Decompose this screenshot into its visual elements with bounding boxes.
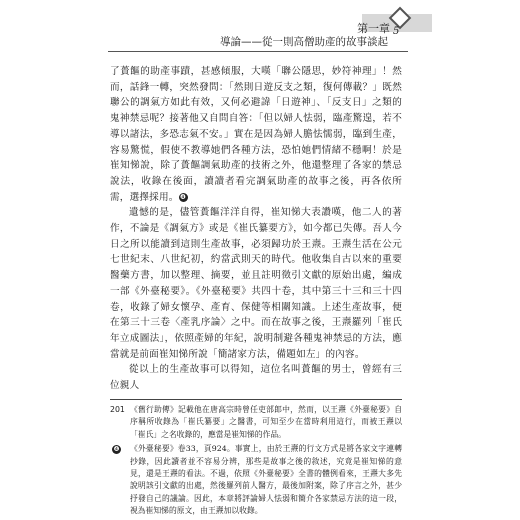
footnote (110, 443, 402, 517)
paragraph-1 (110, 64, 402, 205)
chapter-label: 第一章 (357, 22, 390, 35)
footnotes (110, 404, 402, 520)
footnote-rule (110, 399, 402, 400)
footnote-marker: 201 (110, 405, 125, 414)
page-number: 5 (393, 26, 400, 37)
running-title: 導論——從一則高僧助產的故事談起 (220, 36, 388, 48)
page-header (0, 0, 520, 58)
footnote (110, 404, 402, 441)
paragraph-3: 從以上的生產故事可以得知，這位名叫蕢饇的男士，曾經有三位親人 (110, 364, 402, 392)
main-text (110, 64, 402, 394)
footnote-marker: ❹ (113, 445, 120, 454)
paragraph-2: 遺憾的是，儘管蕢饇洋洋自得，崔知悌大表讚嘆，他二人的著作，不論是《調氣方》或是《崔氏纂要方》，如今都已失傳。吾人今日之所以能讀到這則生產故事，必須歸功於王燾。王燾生活在公元七世紀末、八世紀初，約當武則天的時代。他收集自古以來的重要醫藥方書，加以整理、摘要，並且註明徵引文獻的原始出處，編成一部《外臺秘要》。《外臺秘要》共四十卷，其中第三十三和三十四卷，收錄了婦女懷孕、產育、保健等相關知識。上述生產故事，便在第三十三卷〈產乳序論〉之中。而在故事之後，王燾羅列「崔氏年立成圖法」，依照產婦的年紀，說明制避各種鬼神禁忌的方法，應當就是前面崔知悌所說「簡諸家方法，備題如左」的內容。 (110, 207, 402, 360)
paragraph-1-text: 了蕢饇的助產事蹟，甚感傾服，大嘆「聯公隱思，妙符神理」！然而，話鋒一轉，突然發問：「然則日遊反支之類，復何傳載？」既然聯公的調氣方如此有效，又何必避諱「日遊神」、「反支日」之類的鬼神禁忌呢？接著他又自問自答：「但以婦人怯弱，臨產驚遑，若不導以諸法，多恐志氣不安。」實在是因為婦人膽怯懦弱，臨到生產，容易驚慌，假使不教導她們各種方法，恐怕她們情緒不穩啊！於是崔知悌說，除了蕢饇調氣助產的技術之外，他還整理了各家的禁忌說法，收錄在後面，讀讀者看完調氣助產的故事之後，再各依所需，選擇採用。 (110, 66, 402, 203)
footnote-ref-4[interactable]: ❹ (180, 192, 187, 201)
footnote-text: 《舊行助傳》記載他在唐高宗時曾任吏部郎中，然而，以王燾《外臺秘要》自序稱所收錄為「崔氏纂要」之醫書，可知至少在當時利用這行，而被王燾以「崔氏」之名收錄的，應當是崔知悌的作品。 (130, 405, 402, 439)
footnote-text: 《外臺秘要》卷33，頁924。事實上，由於王燾的行文方式是將各家文字連轉抄錄，因此讀者並不容易分辨，那些是故事之後的敘述，究竟是崔知悌的意見，還是王燾的看法。不過，依照《外臺秘要》全書的體例看來，王燾大多先說明該引文獻的出處，然後羅列前人醫方，最後加附案，除了序言之外，甚少抒發自己的議論。因此，本章將評論婦人怯弱和簡介各家禁忌方法的這一段，視為崔知悌的原文，由王燾加以收錄。 (130, 444, 402, 516)
header-rule (108, 51, 408, 52)
